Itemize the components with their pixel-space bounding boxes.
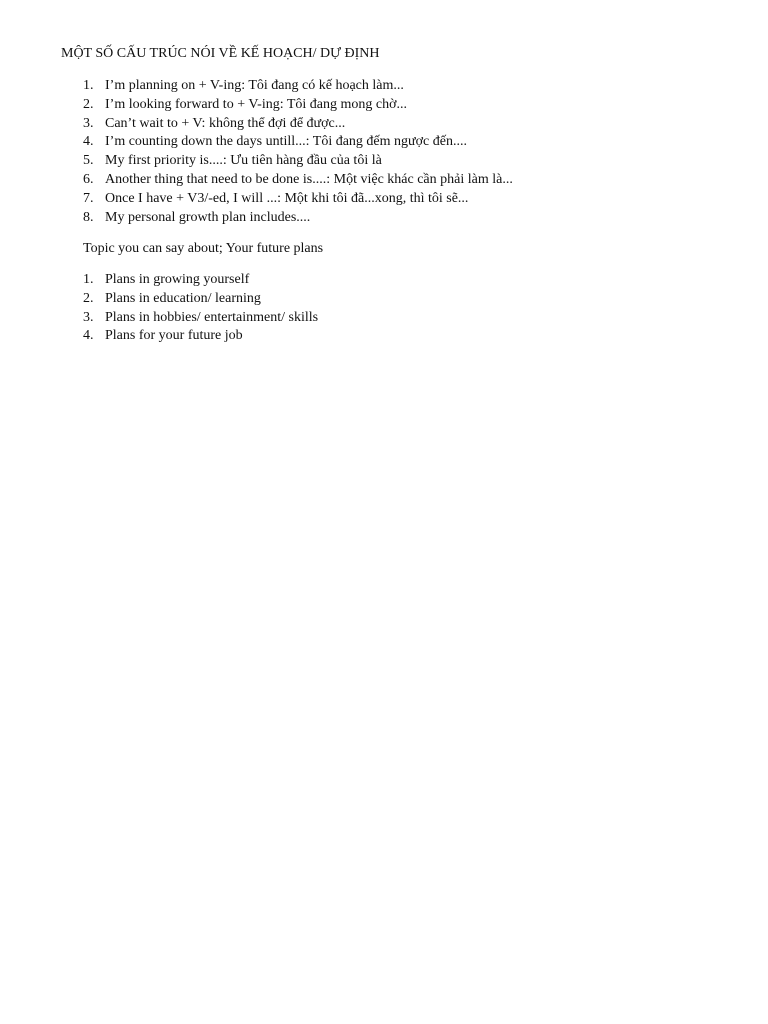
list-item-number: 2. [83, 290, 94, 306]
list-item-text: Plans in hobbies/ entertainment/ skills [105, 309, 319, 325]
topic-heading: Topic you can say about; Your future plans [83, 241, 324, 256]
list-item-number: 6. [83, 171, 94, 187]
list-item [83, 96, 513, 115]
document-title: MỘT SỐ CẤU TRÚC NÓI VỀ KẾ HOẠCH/ DỰ ĐỊNH [61, 46, 380, 61]
list-item-number: 4. [83, 328, 94, 344]
list-item-text: Plans in education/ learning [105, 290, 261, 306]
list-item-number: 5. [83, 153, 94, 169]
list-item-number: 7. [83, 190, 94, 206]
list-item [83, 309, 318, 328]
list-item [83, 77, 513, 96]
list-item-text: Another thing that need to be done is....: Một việc khác cần phải làm là... [105, 171, 513, 187]
list-item-text: I’m looking forward to + V-ing: Tôi đang mong chờ... [105, 96, 408, 112]
list-item-text: I’m counting down the days untill...: Tôi đang đếm ngược đến.... [105, 134, 467, 150]
topics-list [83, 271, 318, 346]
list-item-number: 1. [83, 78, 94, 93]
list-item-number: 3. [83, 309, 94, 325]
list-item [83, 152, 513, 171]
list-item [83, 209, 513, 228]
list-item-number: 1. [83, 272, 94, 287]
list-item-number: 2. [83, 96, 94, 112]
list-item-text: Plans in growing yourself [105, 272, 250, 287]
list-item-text: My personal growth plan includes.... [105, 209, 311, 225]
list-item-text: Can’t wait to + V: không thể đợi để được... [105, 115, 346, 131]
list-item-text: My first priority is....: Ưu tiên hàng đầu của tôi là [105, 153, 382, 169]
list-item [83, 171, 513, 190]
structures-list [83, 77, 513, 227]
list-item-number: 4. [83, 134, 94, 150]
list-item-number: 3. [83, 115, 94, 131]
list-item-text: I’m planning on + V-ing: Tôi đang có kế hoạch làm... [105, 78, 404, 93]
list-item [83, 190, 513, 209]
list-item-number: 8. [83, 209, 94, 225]
list-item [83, 327, 318, 346]
list-item [83, 290, 318, 309]
list-item [83, 115, 513, 134]
list-item [83, 271, 318, 290]
list-item-text: Plans for your future job [105, 328, 243, 344]
list-item-text: Once I have + V3/-ed, I will ...: Một khi tôi đã...xong, thì tôi sẽ... [105, 190, 469, 206]
list-item [83, 133, 513, 152]
